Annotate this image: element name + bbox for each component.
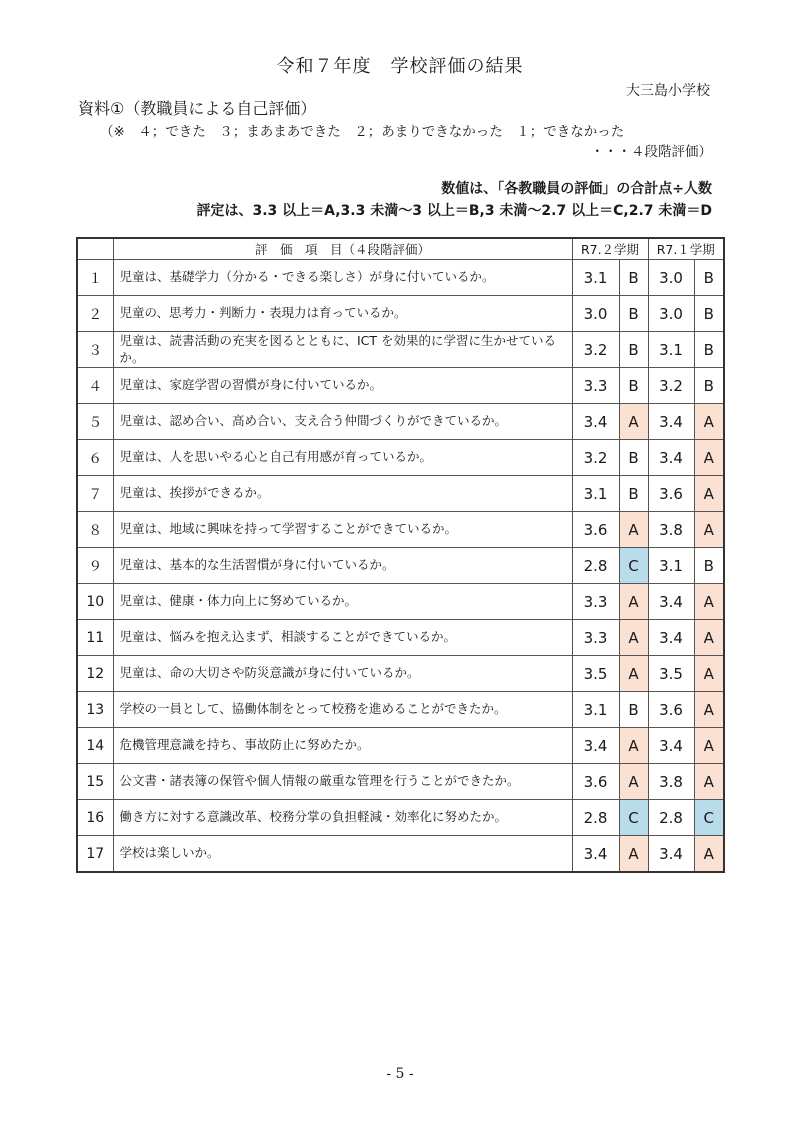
term1-score: 3.4 [648,620,694,656]
item-number: ２ [77,296,113,332]
term1-score: 3.4 [648,440,694,476]
term2-grade: B [619,368,648,404]
page-title: 令和７年度 学校評価の結果 [276,56,524,77]
term2-score: 3.3 [572,620,619,656]
grading-note: 評定は、3.3 以上＝A,3.3 未満～3 以上＝B,3 未満～2.7 以上＝C,2.7 未満＝D [196,203,712,219]
item-number: ６ [77,440,113,476]
item-text: 児童は、健康・体力向上に努めているか。 [113,584,572,620]
term1-score: 3.0 [648,296,694,332]
table-row [77,404,724,440]
table-row [77,620,724,656]
term1-grade: B [694,548,724,584]
item-text: 児童は、基礎学力（分かる・できる楽しさ）が身に付いているか。 [113,260,572,296]
term1-grade: A [694,476,724,512]
scale-legend: （※ ４；できた ３；まあまあできた ２；あまりできなかった １；できなかった [100,124,625,140]
term2-grade: B [619,692,648,728]
term1-score: 3.1 [648,332,694,368]
item-number: 16 [77,800,113,836]
item-number: １ [77,260,113,296]
term1-score: 3.8 [648,512,694,548]
term2-grade: A [619,836,648,873]
term1-score: 3.4 [648,836,694,873]
term1-score: 3.1 [648,548,694,584]
item-text: 働き方に対する意識改革、校務分掌の負担軽減・効率化に努めたか。 [113,800,572,836]
header-term1: R7.１学期 [648,238,724,260]
header-item: 評 価 項 目（４段階評価） [113,238,572,260]
table-row [77,764,724,800]
evaluation-table [76,237,725,873]
table-row [77,656,724,692]
term1-grade: B [694,296,724,332]
term2-score: 2.8 [572,800,619,836]
item-text: 児童は、認め合い、高め合い、支え合う仲間づくりができているか。 [113,404,572,440]
header-term2: R7.２学期 [572,238,648,260]
term2-grade: B [619,440,648,476]
term2-grade: A [619,728,648,764]
item-text: 児童は、地域に興味を持って学習することができているか。 [113,512,572,548]
term1-grade: A [694,404,724,440]
item-text: 児童は、命の大切さや防災意識が身に付いているか。 [113,656,572,692]
table-row [77,584,724,620]
table-row [77,440,724,476]
term2-grade: A [619,512,648,548]
term1-grade: A [694,764,724,800]
term1-grade: C [694,800,724,836]
term1-score: 3.4 [648,728,694,764]
term2-score: 3.6 [572,512,619,548]
item-number: ３ [77,332,113,368]
item-number: ５ [77,404,113,440]
item-number: 17 [77,836,113,873]
term2-grade: C [619,800,648,836]
school-name: 大三島小学校 [626,83,710,99]
table-row [77,800,724,836]
term1-grade: B [694,368,724,404]
item-number: 15 [77,764,113,800]
term2-score: 3.1 [572,260,619,296]
term1-score: 3.4 [648,404,694,440]
table-row [77,728,724,764]
term1-grade: A [694,692,724,728]
table-row [77,692,724,728]
term2-score: 3.3 [572,584,619,620]
term1-grade: A [694,656,724,692]
term2-score: 3.1 [572,476,619,512]
item-text: 学校は楽しいか。 [113,836,572,873]
term1-score: 3.4 [648,584,694,620]
item-text: 児童は、人を思いやる心と自己有用感が育っているか。 [113,440,572,476]
item-text: 児童は、挨拶ができるか。 [113,476,572,512]
item-number: 10 [77,584,113,620]
term2-grade: A [619,584,648,620]
term2-score: 3.0 [572,296,619,332]
item-number: ８ [77,512,113,548]
term1-score: 3.0 [648,260,694,296]
term2-score: 3.2 [572,440,619,476]
term2-score: 3.2 [572,332,619,368]
term1-grade: B [694,260,724,296]
item-number: ９ [77,548,113,584]
item-text: 学校の一員として、協働体制をとって校務を進めることができたか。 [113,692,572,728]
item-number: ４ [77,368,113,404]
term1-score: 2.8 [648,800,694,836]
term1-grade: A [694,584,724,620]
term2-score: 3.3 [572,368,619,404]
table-row [77,548,724,584]
table-row [77,296,724,332]
term2-score: 3.4 [572,836,619,873]
scale-legend-cont: ・・・４段階評価） [590,144,712,160]
term1-score: 3.2 [648,368,694,404]
term1-grade: A [694,620,724,656]
item-number: 12 [77,656,113,692]
table-row [77,476,724,512]
term2-score: 3.4 [572,728,619,764]
term1-score: 3.6 [648,692,694,728]
term2-grade: B [619,260,648,296]
term2-score: 3.6 [572,764,619,800]
term2-grade: A [619,656,648,692]
item-number: ７ [77,476,113,512]
section-heading: 資料①（教職員による自己評価） [78,99,317,118]
table-row [77,512,724,548]
item-text: 公文書・諸表簿の保管や個人情報の厳重な管理を行うことができたか。 [113,764,572,800]
table-row [77,368,724,404]
term1-grade: A [694,728,724,764]
term1-grade: B [694,332,724,368]
term2-score: 3.5 [572,656,619,692]
term2-grade: B [619,332,648,368]
term1-score: 3.8 [648,764,694,800]
table-header-row [77,238,724,260]
table-row [77,836,724,873]
term1-score: 3.5 [648,656,694,692]
term2-grade: A [619,620,648,656]
item-text: 児童は、家庭学習の習慣が身に付いているか。 [113,368,572,404]
term2-score: 3.4 [572,404,619,440]
term2-grade: C [619,548,648,584]
page-number: - 5 - [386,1066,414,1082]
term2-score: 2.8 [572,548,619,584]
item-text: 児童は、悩みを抱え込まず、相談することができているか。 [113,620,572,656]
item-number: 14 [77,728,113,764]
item-number: 13 [77,692,113,728]
term1-score: 3.6 [648,476,694,512]
term2-grade: B [619,476,648,512]
term1-grade: A [694,440,724,476]
header-no [77,238,113,260]
table-row [77,260,724,296]
term1-grade: A [694,836,724,873]
term2-score: 3.1 [572,692,619,728]
item-text: 児童の、思考力・判断力・表現力は育っているか。 [113,296,572,332]
term2-grade: A [619,404,648,440]
term2-grade: A [619,764,648,800]
table-row [77,332,724,368]
term1-grade: A [694,512,724,548]
calculation-note: 数値は、「各教職員の評価」の合計点÷人数 [441,181,712,197]
item-number: 11 [77,620,113,656]
item-text: 危機管理意識を持ち、事故防止に努めたか。 [113,728,572,764]
term2-grade: B [619,296,648,332]
item-text: 児童は、基本的な生活習慣が身に付いているか。 [113,548,572,584]
item-text: 児童は、読書活動の充実を図るとともに、ICT を効果的に学習に生かせているか。 [113,332,572,368]
